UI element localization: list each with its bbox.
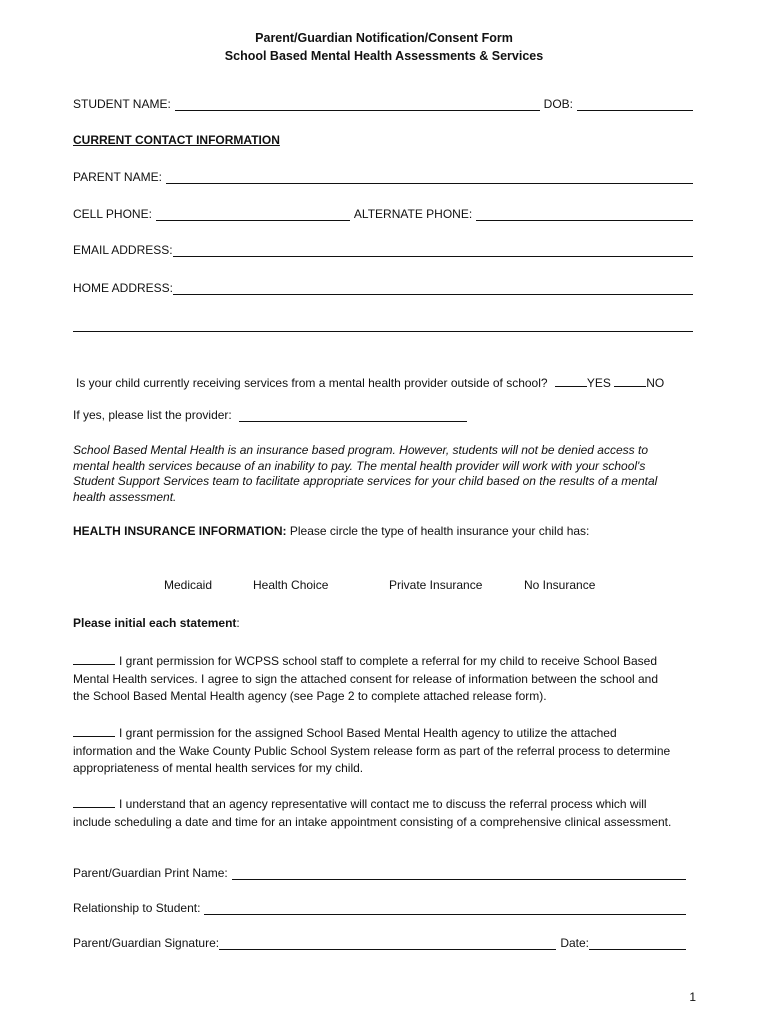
date-label: Date: <box>560 936 589 950</box>
provider-question: Is your child currently receiving services from a mental health provider outside of school? <box>76 376 548 390</box>
home-address-line2-row <box>73 318 693 332</box>
initials-heading: Please initial each statement <box>73 616 237 630</box>
insurance-option-none[interactable]: No Insurance <box>524 578 596 592</box>
no-blank[interactable] <box>614 374 646 387</box>
insurance-heading: HEALTH INSURANCE INFORMATION: <box>73 524 287 538</box>
student-row <box>73 97 693 111</box>
email-field[interactable] <box>173 243 693 257</box>
insurance-option-private[interactable]: Private Insurance <box>389 578 483 592</box>
provider-question-row <box>76 374 664 390</box>
insurance-option-health-choice[interactable]: Health Choice <box>253 578 329 592</box>
date-field[interactable] <box>589 936 686 950</box>
print-name-field[interactable] <box>232 866 686 880</box>
parent-name-row <box>73 170 693 184</box>
statement-1 <box>73 652 673 706</box>
alternate-phone-label: ALTERNATE PHONE: <box>353 207 473 221</box>
provider-list-label: If yes, please list the provider: <box>73 408 232 422</box>
initials-heading-colon: : <box>236 616 240 630</box>
initial-blank-3[interactable] <box>73 795 115 808</box>
home-address-line2-field[interactable] <box>73 318 693 332</box>
insurance-instruction: Please circle the type of health insurance your child has: <box>289 524 590 538</box>
yes-blank[interactable] <box>555 374 587 387</box>
statement-3-text: I understand that an agency representative will contact me to discuss the referral process which will include scheduling a date and time for an intake appointment consisting of a comprehensive clinical assessment. <box>73 797 672 829</box>
parent-name-field[interactable] <box>166 170 693 184</box>
phone-row <box>73 207 693 221</box>
initials-heading-row <box>73 616 240 630</box>
statement-1-text: I grant permission for WCPSS school staff to complete a referral for my child to receive School Based Mental Health services. I agree to sign the attached consent for release of information between the school and the School Based Mental Health agency (see Page 2 to complete attached release form). <box>73 654 659 703</box>
statement-2-text: I grant permission for the assigned School Based Mental Health agency to utilize the attached information and the Wake County Public School System release form as part of the referral process to determine appropriateness of mental health services for my child. <box>73 726 671 775</box>
print-name-row <box>73 866 686 880</box>
form-title: Parent/Guardian Notification/Consent Form <box>255 31 513 45</box>
dob-label: DOB: <box>543 97 573 111</box>
provider-list-field[interactable] <box>239 408 467 422</box>
provider-list-row <box>73 408 467 422</box>
print-name-label: Parent/Guardian Print Name: <box>73 866 228 880</box>
insurance-option-medicaid[interactable]: Medicaid <box>164 578 213 592</box>
signature-label: Parent/Guardian Signature: <box>73 936 220 950</box>
form-subtitle: School Based Mental Health Assessments & Services <box>224 49 544 63</box>
email-row <box>73 243 693 257</box>
no-label: NO <box>646 376 665 390</box>
statement-2 <box>73 724 673 778</box>
student-name-label: STUDENT NAME: <box>73 97 171 111</box>
cell-phone-field[interactable] <box>156 207 350 221</box>
insurance-heading-row <box>73 524 589 538</box>
relationship-label: Relationship to Student: <box>73 901 201 915</box>
yes-label: YES <box>586 376 611 390</box>
relationship-field[interactable] <box>204 901 686 915</box>
parent-name-label: PARENT NAME: <box>73 170 162 184</box>
initial-blank-1[interactable] <box>73 652 115 665</box>
home-address-row <box>73 281 693 295</box>
signature-row <box>73 936 686 950</box>
initial-blank-2[interactable] <box>73 724 115 737</box>
signature-field[interactable] <box>219 936 556 950</box>
dob-field[interactable] <box>577 97 693 111</box>
home-address-label: HOME ADDRESS: <box>73 281 174 295</box>
relationship-row <box>73 901 686 915</box>
insurance-disclaimer: School Based Mental Health is an insurance based program. However, students will not be denied access to mental health services because of an inability to pay. The mental health provider will work with your school's Student Support Services team to facilitate appropriate services for your child based on the results of a mental health assessment. <box>73 443 658 504</box>
email-label: EMAIL ADDRESS: <box>73 243 173 257</box>
statement-3 <box>73 795 678 831</box>
alternate-phone-field[interactable] <box>476 207 693 221</box>
home-address-field[interactable] <box>173 281 693 295</box>
cell-phone-label: CELL PHONE: <box>73 207 152 221</box>
page-number: 1 <box>689 990 696 1004</box>
contact-heading: CURRENT CONTACT INFORMATION <box>73 133 280 147</box>
student-name-field[interactable] <box>175 97 540 111</box>
